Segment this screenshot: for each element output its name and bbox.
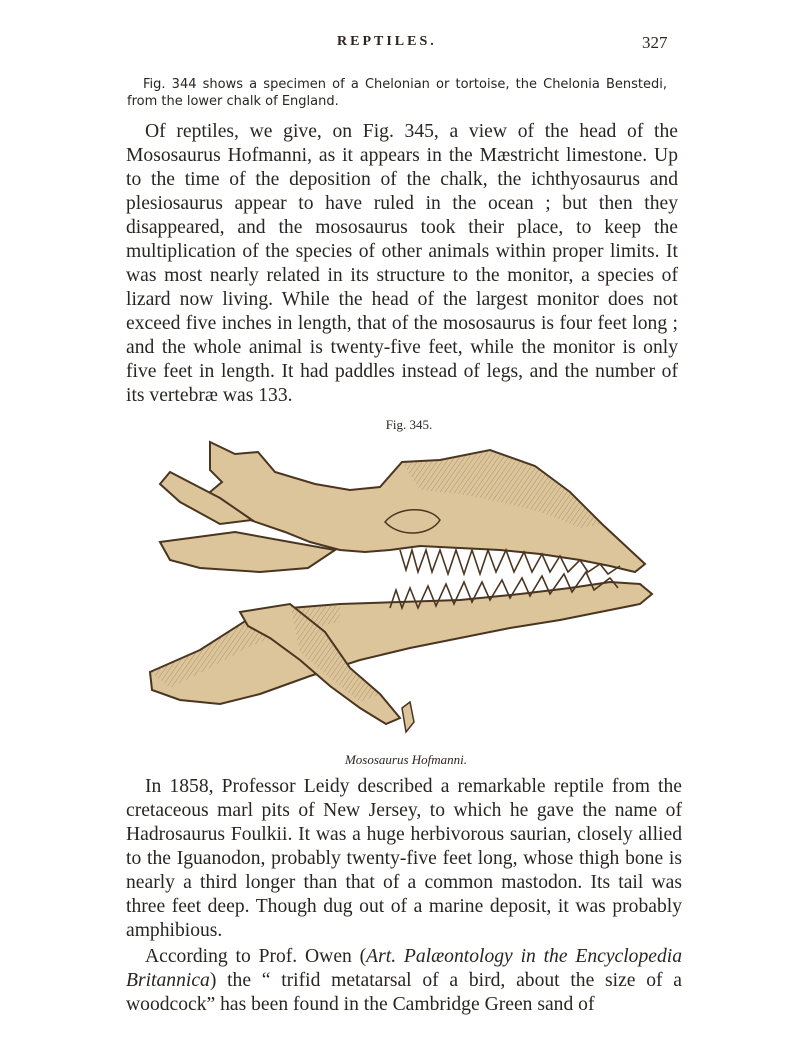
detached-tooth xyxy=(402,702,414,732)
paragraph-hadrosaurus: In 1858, Professor Leidy described a remarkable reptile from the cretaceous marl pits of New Jersey, to which he gave the name of Hadrosaurus Foulkii. It was a huge herbivorous saurian, closely allied to the Iguanodon, probably twenty-five feet long, whose thigh bone is nearly a third longer than that of a common mastodon. Its tail was three feet deep. Though dug out of a marine deposit, it was probably amphibious. xyxy=(126,776,682,941)
running-title: REPTILES. xyxy=(337,34,437,49)
mososaurus-skull-illustration xyxy=(140,432,670,750)
para3-citation: Art. Palæontology in the Encyclopedia Britannica xyxy=(126,946,682,991)
para3-text-a: According to Prof. Owen ( xyxy=(145,946,367,967)
paragraph-owen xyxy=(126,945,682,1017)
page-number: 327 xyxy=(642,33,668,52)
para3-text-b: ) the “ trifid metatarsal of a bird, about the size of a woodcock” has been found in the Cambridge Green sand of xyxy=(126,970,682,1015)
figure-344-note: Fig. 344 shows a specimen of a Chelonian or tortoise, the Chelonia Benstedi, from the lower chalk of England. xyxy=(127,77,667,109)
figure-caption: Mososaurus Hofmanni. xyxy=(344,752,468,767)
figure-label: Fig. 345. xyxy=(385,417,433,432)
paragraph-mososaurus: Of reptiles, we give, on Fig. 345, a view of the head of the Mososaurus Hofmanni, as it appears in the Mæstricht limestone. Up to the time of the deposition of the chalk, the ichthyosaurus and plesiosaurus appear to have ruled in the ocean ; but then they disappeared, and the mososaurus took their place, to keep the multiplication of the species of other animals within proper limits. It was most nearly related in its structure to the monitor, a species of lizard now living. While the head of the largest monitor does not exceed five inches in length, that of the mososaurus is four feet long ; and the whole animal is twenty-five feet, while the monitor is only five feet in length. It had paddles instead of legs, and the number of its vertebræ was 133. xyxy=(126,121,678,406)
